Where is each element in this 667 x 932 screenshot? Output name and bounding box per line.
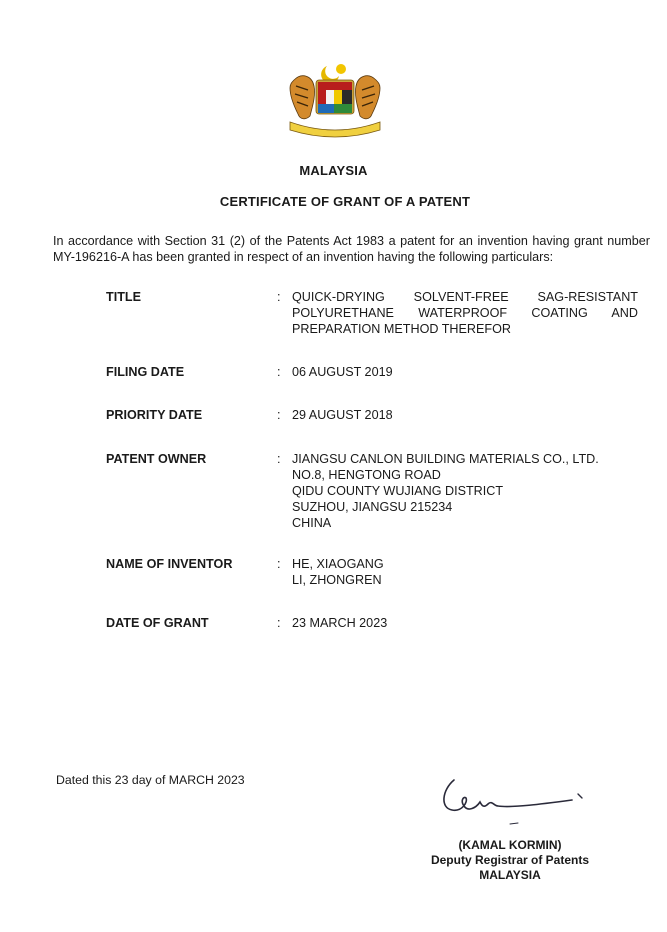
field-label: PATENT OWNER: [106, 452, 207, 466]
field-label: PRIORITY DATE: [106, 408, 203, 422]
inventor-name: LI, ZHONGREN: [292, 573, 382, 587]
patent-owner-value: [292, 451, 638, 531]
inventor-value: [292, 556, 638, 588]
signature-image: [432, 768, 592, 830]
address-line: NO.8, HENGTONG ROAD: [292, 468, 441, 482]
date-of-grant-value: 23 MARCH 2023: [292, 616, 388, 630]
field-label: DATE OF GRANT: [106, 616, 209, 630]
title-value: QUICK-DRYING SOLVENT-FREE SAG-RESISTANT POLYURETHANE WATERPROOF COATING AND PREPARATION METHOD THEREFOR: [292, 290, 638, 336]
address-line: CHINA: [292, 516, 332, 530]
filing-date-value: 06 AUGUST 2019: [292, 365, 393, 379]
field-colon: :: [277, 452, 281, 466]
signatory-block: [420, 838, 600, 883]
field-colon: :: [277, 365, 281, 379]
dated-line: Dated this 23 day of MARCH 2023: [56, 773, 245, 787]
malaysia-coat-of-arms-emblem: [280, 60, 390, 138]
priority-date-value: 29 AUGUST 2018: [292, 408, 393, 422]
field-label: TITLE: [106, 290, 141, 304]
country-heading: MALAYSIA: [299, 163, 368, 178]
signatory-name: (KAMAL KORMIN): [458, 838, 562, 852]
field-label: NAME OF INVENTOR: [106, 557, 233, 571]
field-colon: :: [277, 408, 281, 422]
intro-paragraph: In accordance with Section 31 (2) of the Patents Act 1983 a patent for an invention having grant number MY-196216-A has been granted in respect of an invention having the following particulars:: [53, 234, 650, 264]
field-colon: :: [277, 616, 281, 630]
field-colon: :: [277, 557, 281, 571]
inventor-name: HE, XIAOGANG: [292, 557, 384, 571]
field-label: FILING DATE: [106, 365, 185, 379]
signatory-country: MALAYSIA: [479, 868, 541, 882]
address-line: SUZHOU, JIANGSU 215234: [292, 500, 453, 514]
certificate-title: CERTIFICATE OF GRANT OF A PATENT: [219, 194, 471, 209]
field-colon: :: [277, 290, 281, 304]
address-line: JIANGSU CANLON BUILDING MATERIALS CO., LTD.: [292, 452, 599, 466]
signatory-title: Deputy Registrar of Patents: [430, 853, 590, 867]
address-line: QIDU COUNTY WUJIANG DISTRICT: [292, 484, 504, 498]
